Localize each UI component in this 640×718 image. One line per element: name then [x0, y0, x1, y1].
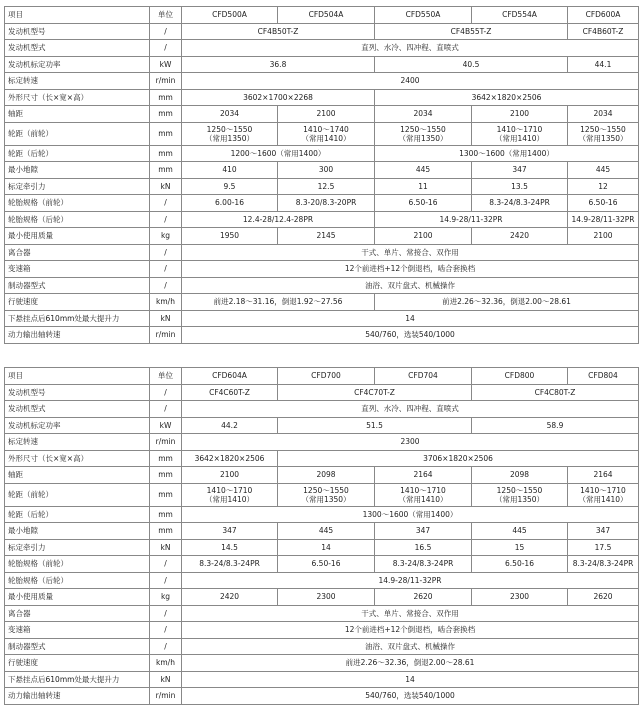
value-cell: 300 [278, 162, 375, 179]
value-cell: 14.9-28/11-32PR [375, 211, 568, 228]
table-row [5, 483, 639, 506]
value-cell: 445 [375, 162, 472, 179]
value-cell: 2034 [182, 106, 278, 123]
table-row [5, 401, 639, 418]
value-cell: 6.50-16 [375, 195, 472, 212]
value-cell: 2164 [568, 467, 639, 484]
table-row [5, 556, 639, 573]
table-row [5, 671, 639, 688]
spec-label-cell: 轮胎规格（后轮） [5, 211, 150, 228]
value-cell: 8.3-24/8.3-24PR [472, 195, 568, 212]
value-cell: 2100 [375, 228, 472, 245]
unit-cell: mm [150, 523, 182, 540]
unit-cell: r/min [150, 73, 182, 90]
spec-label-cell: 标定牵引力 [5, 178, 150, 195]
unit-cell: mm [150, 450, 182, 467]
spec-table-2 [4, 367, 639, 705]
value-cell: CFD800 [472, 368, 568, 385]
spec-label-cell: 下悬挂点后610mm处最大提升力 [5, 671, 150, 688]
spec-label-cell: 变速箱 [5, 261, 150, 278]
value-cell [472, 483, 568, 506]
table-row [5, 688, 639, 705]
spec-label-cell: 轮胎规格（前轮） [5, 195, 150, 212]
table-row [5, 417, 639, 434]
value-cell: 44.2 [182, 417, 278, 434]
unit-cell: / [150, 556, 182, 573]
value-cell: 540/760，选装540/1000 [182, 688, 639, 705]
unit-cell: kN [150, 178, 182, 195]
value-cell [278, 122, 375, 145]
unit-cell: r/min [150, 434, 182, 451]
value-cell: 1950 [182, 228, 278, 245]
value-cell: CFD500A [182, 7, 278, 24]
table-row [5, 145, 639, 162]
value-cell: 2420 [182, 589, 278, 606]
cell-text-line: （常用1350） [301, 494, 351, 504]
value-cell: 1200～1600（常用1400） [182, 145, 375, 162]
value-cell: 前进2.26～32.36，倒退2.00～28.61 [182, 655, 639, 672]
value-cell: 12 [568, 178, 639, 195]
spec-label-cell: 最小使用质量 [5, 589, 150, 606]
value-cell: CF4C60T-Z [182, 384, 278, 401]
cell-text-line: （常用1410） [398, 494, 448, 504]
unit-cell: mm [150, 483, 182, 506]
unit-cell: km/h [150, 294, 182, 311]
value-cell: 2620 [568, 589, 639, 606]
spec-label-cell: 轴距 [5, 467, 150, 484]
value-cell: 14 [182, 671, 639, 688]
value-cell: 8.3-20/8.3-20PR [278, 195, 375, 212]
value-cell: 445 [472, 523, 568, 540]
spec-label-cell: 动力输出轴转速 [5, 688, 150, 705]
unit-cell: mm [150, 145, 182, 162]
spec-label-cell: 轮距（前轮） [5, 122, 150, 145]
table-row [5, 605, 639, 622]
value-cell: 3706×1820×2506 [278, 450, 639, 467]
unit-cell: kN [150, 671, 182, 688]
value-cell: 15 [472, 539, 568, 556]
value-cell: 2098 [472, 467, 568, 484]
value-cell: 前进2.26～32.36，倒退2.00～28.61 [375, 294, 639, 311]
spec-table-1 [4, 6, 639, 344]
value-cell: 13.5 [472, 178, 568, 195]
spec-label-cell: 轴距 [5, 106, 150, 123]
value-cell: CFD600A [568, 7, 639, 24]
value-cell: 347 [182, 523, 278, 540]
spec-label-cell: 发动机型式 [5, 40, 150, 57]
unit-cell: / [150, 401, 182, 418]
value-cell [472, 122, 568, 145]
cell-text-line: 1250～1550 [206, 124, 253, 134]
spec-label-cell: 项目 [5, 368, 150, 385]
spec-label-cell: 制动器型式 [5, 638, 150, 655]
spec-label-cell: 轮胎规格（后轮） [5, 572, 150, 589]
spec-label-cell: 轮距（后轮） [5, 506, 150, 523]
unit-cell: / [150, 384, 182, 401]
value-cell: 2300 [182, 434, 639, 451]
unit-cell: kW [150, 56, 182, 73]
table-row [5, 122, 639, 145]
unit-cell: mm [150, 122, 182, 145]
value-cell: 2100 [278, 106, 375, 123]
cell-text-line: （常用1350） [494, 494, 545, 504]
table-row [5, 162, 639, 179]
cell-text-line: 1250～1550 [400, 124, 446, 134]
table-row [5, 244, 639, 261]
value-cell: CFD550A [375, 7, 472, 24]
value-cell: CF4B50T-Z [182, 23, 375, 40]
value-cell: 14.9-28/11-32PR [182, 572, 639, 589]
value-cell: 2100 [568, 228, 639, 245]
unit-cell: r/min [150, 327, 182, 344]
table-row [5, 327, 639, 344]
value-cell: 347 [472, 162, 568, 179]
unit-cell: / [150, 244, 182, 261]
table-row [5, 638, 639, 655]
value-cell: 2420 [472, 228, 568, 245]
table-row [5, 622, 639, 639]
value-cell: 2620 [375, 589, 472, 606]
value-cell: CFD604A [182, 368, 278, 385]
unit-cell: kg [150, 228, 182, 245]
value-cell: 前进2.18～31.16，倒退1.92～27.56 [182, 294, 375, 311]
cell-text-line: 1410～1710 [206, 485, 253, 495]
value-cell: 410 [182, 162, 278, 179]
value-cell: 12个前进档+12个倒退档，啮合套换档 [182, 622, 639, 639]
spec-label-cell: 行驶速度 [5, 294, 150, 311]
value-cell: 12.5 [278, 178, 375, 195]
value-cell: 3642×1820×2506 [182, 450, 278, 467]
unit-cell: mm [150, 162, 182, 179]
value-cell: 445 [278, 523, 375, 540]
table-row [5, 195, 639, 212]
value-cell: 347 [375, 523, 472, 540]
table-row [5, 106, 639, 123]
table-row [5, 310, 639, 327]
unit-cell: 单位 [150, 368, 182, 385]
unit-cell: mm [150, 467, 182, 484]
value-cell: 6.50-16 [472, 556, 568, 573]
spec-label-cell: 发动机标定功率 [5, 417, 150, 434]
value-cell: 2300 [278, 589, 375, 606]
value-cell: 17.5 [568, 539, 639, 556]
value-cell: 2100 [182, 467, 278, 484]
value-cell: 58.9 [472, 417, 639, 434]
table-row [5, 506, 639, 523]
table-row [5, 467, 639, 484]
value-cell: 油浴、双片盘式、机械操作 [182, 638, 639, 655]
unit-cell: mm [150, 106, 182, 123]
table-row [5, 589, 639, 606]
value-cell: 540/760，选装540/1000 [182, 327, 639, 344]
unit-cell: kg [150, 589, 182, 606]
unit-cell: kN [150, 310, 182, 327]
value-cell: 347 [568, 523, 639, 540]
unit-cell: / [150, 572, 182, 589]
spec-label-cell: 发动机标定功率 [5, 56, 150, 73]
value-cell: 8.3-24/8.3-24PR [568, 556, 639, 573]
table-row [5, 384, 639, 401]
table-row [5, 523, 639, 540]
value-cell: 油浴、双片盘式、机械操作 [182, 277, 639, 294]
value-cell: 16.5 [375, 539, 472, 556]
spec-label-cell: 外形尺寸（长×宽×高） [5, 450, 150, 467]
cell-text-line: 1410～1710 [496, 124, 543, 134]
cell-text-line: （常用1410） [494, 133, 545, 143]
value-cell: 2098 [278, 467, 375, 484]
value-cell: 6.00-16 [182, 195, 278, 212]
value-cell: 3602×1700×2268 [182, 89, 375, 106]
value-cell: 6.50-16 [568, 195, 639, 212]
table-row [5, 450, 639, 467]
unit-cell: mm [150, 89, 182, 106]
cell-text-line: （常用1410） [204, 494, 255, 504]
value-cell [568, 122, 639, 145]
spec-label-cell: 变速箱 [5, 622, 150, 639]
value-cell: 12.4-28/12.4-28PR [182, 211, 375, 228]
spec-label-cell: 标定牵引力 [5, 539, 150, 556]
value-cell: CFD804 [568, 368, 639, 385]
value-cell: 2400 [182, 73, 639, 90]
spec-label-cell: 轮距（前轮） [5, 483, 150, 506]
value-cell: CF4C80T-Z [472, 384, 639, 401]
spec-label-cell: 标定转速 [5, 434, 150, 451]
spec-label-cell: 轮距（后轮） [5, 145, 150, 162]
table-row [5, 277, 639, 294]
value-cell: 2100 [472, 106, 568, 123]
spec-label-cell: 最小地隙 [5, 162, 150, 179]
unit-cell: r/min [150, 688, 182, 705]
value-cell: 8.3-24/8.3-24PR [182, 556, 278, 573]
value-cell: 9.5 [182, 178, 278, 195]
table-row [5, 294, 639, 311]
cell-text-line: （常用1410） [301, 133, 351, 143]
spec-label-cell: 标定转速 [5, 73, 150, 90]
value-cell: 11 [375, 178, 472, 195]
value-cell [182, 122, 278, 145]
value-cell: 51.5 [278, 417, 472, 434]
table-row [5, 40, 639, 57]
value-cell: 2034 [375, 106, 472, 123]
table-row [5, 23, 639, 40]
value-cell: 直列、水冷、四冲程、直喷式 [182, 401, 639, 418]
value-cell: CF4B60T-Z [568, 23, 639, 40]
cell-text-line: 1250～1550 [303, 485, 349, 495]
spec-label-cell: 制动器型式 [5, 277, 150, 294]
value-cell: 2145 [278, 228, 375, 245]
unit-cell: mm [150, 506, 182, 523]
table-row [5, 228, 639, 245]
spec-label-cell: 最小地隙 [5, 523, 150, 540]
value-cell: CF4B55T-Z [375, 23, 568, 40]
unit-cell: / [150, 622, 182, 639]
table-row [5, 655, 639, 672]
value-cell: CFD554A [472, 7, 568, 24]
value-cell: 40.5 [375, 56, 568, 73]
value-cell: 直列、水冷、四冲程、直喷式 [182, 40, 639, 57]
unit-cell: / [150, 211, 182, 228]
value-cell: 12个前进档+12个倒退档，啮合套换档 [182, 261, 639, 278]
unit-cell: / [150, 195, 182, 212]
value-cell: 14.5 [182, 539, 278, 556]
value-cell: 1300～1600（常用1400） [375, 145, 639, 162]
value-cell: CFD504A [278, 7, 375, 24]
value-cell: 干式、单片、常接合、双作用 [182, 244, 639, 261]
spec-label-cell: 发动机型式 [5, 401, 150, 418]
cell-text-line: （常用1350） [578, 133, 628, 143]
value-cell: 6.50-16 [278, 556, 375, 573]
value-cell: 2164 [375, 467, 472, 484]
table-row [5, 539, 639, 556]
table-row [5, 261, 639, 278]
value-cell: 2034 [568, 106, 639, 123]
unit-cell: / [150, 23, 182, 40]
cell-text-line: 1250～1550 [580, 124, 626, 134]
unit-cell: kW [150, 417, 182, 434]
value-cell: 14 [278, 539, 375, 556]
spec-label-cell: 轮胎规格（前轮） [5, 556, 150, 573]
value-cell [182, 483, 278, 506]
unit-cell: kN [150, 539, 182, 556]
table-row [5, 572, 639, 589]
spec-label-cell: 动力输出轴转速 [5, 327, 150, 344]
cell-text-line: （常用1350） [398, 133, 448, 143]
spec-label-cell: 离合器 [5, 605, 150, 622]
table-row [5, 73, 639, 90]
cell-text-line: （常用1410） [578, 494, 628, 504]
spec-label-cell: 行驶速度 [5, 655, 150, 672]
cell-text-line: 1410～1740 [303, 124, 349, 134]
cell-text-line: 1410～1710 [580, 485, 626, 495]
spec-label-cell: 下悬挂点后610mm处最大提升力 [5, 310, 150, 327]
value-cell: 2300 [472, 589, 568, 606]
unit-cell: km/h [150, 655, 182, 672]
spec-label-cell: 最小使用质量 [5, 228, 150, 245]
value-cell: 14 [182, 310, 639, 327]
value-cell: 44.1 [568, 56, 639, 73]
table-row [5, 56, 639, 73]
spec-label-cell: 项目 [5, 7, 150, 24]
spec-label-cell: 离合器 [5, 244, 150, 261]
spec-label-cell: 发动机型号 [5, 23, 150, 40]
table-header-row [5, 7, 639, 24]
cell-text-line: （常用1350） [204, 133, 255, 143]
unit-cell: / [150, 277, 182, 294]
unit-cell: / [150, 261, 182, 278]
value-cell [568, 483, 639, 506]
table-row [5, 434, 639, 451]
spec-label-cell: 外形尺寸（长×宽×高） [5, 89, 150, 106]
unit-cell: / [150, 605, 182, 622]
value-cell: CFD700 [278, 368, 375, 385]
value-cell [375, 483, 472, 506]
value-cell: 445 [568, 162, 639, 179]
unit-cell: / [150, 40, 182, 57]
value-cell [278, 483, 375, 506]
spec-label-cell: 发动机型号 [5, 384, 150, 401]
table-row [5, 89, 639, 106]
value-cell: 14.9-28/11-32PR [568, 211, 639, 228]
cell-text-line: 1250～1550 [496, 485, 543, 495]
value-cell: 36.8 [182, 56, 375, 73]
value-cell [375, 122, 472, 145]
value-cell: 干式、单片、常接合、双作用 [182, 605, 639, 622]
value-cell: 8.3-24/8.3-24PR [375, 556, 472, 573]
table-row [5, 211, 639, 228]
value-cell: 1300～1600（常用1400） [182, 506, 639, 523]
value-cell: CF4C70T-Z [278, 384, 472, 401]
table-row [5, 178, 639, 195]
cell-text-line: 1410～1710 [400, 485, 446, 495]
unit-cell: 单位 [150, 7, 182, 24]
value-cell: 3642×1820×2506 [375, 89, 639, 106]
unit-cell: / [150, 638, 182, 655]
value-cell: CFD704 [375, 368, 472, 385]
table-header-row [5, 368, 639, 385]
